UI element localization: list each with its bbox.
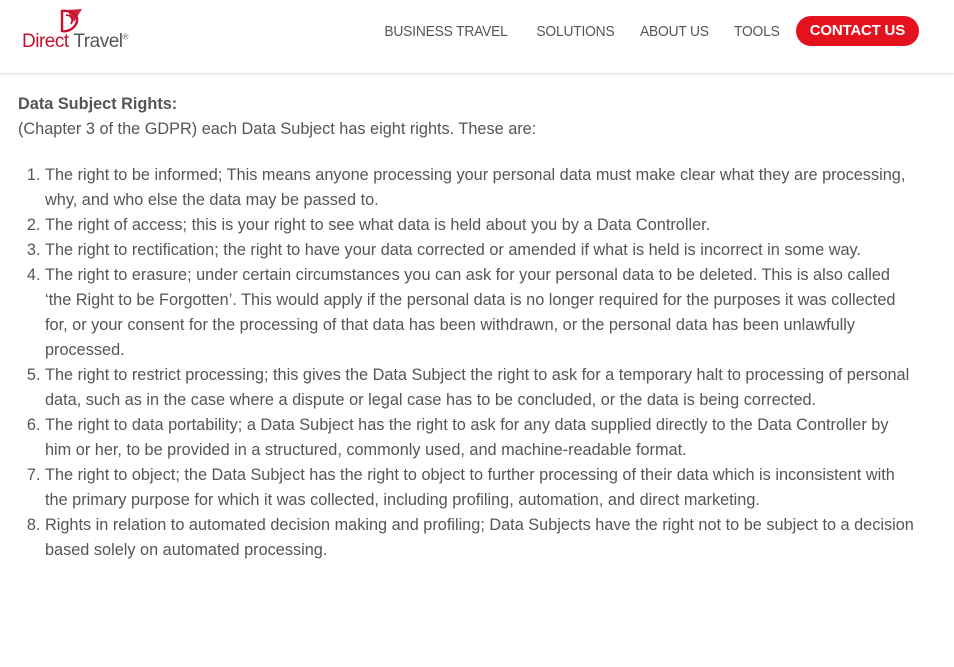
list-item: 6. The right to data portability; a Data Subject has the right to ask for any data supplied directly to the Data Controller by him or her, to be provided in a structured, commonly used, and machine-readable format. — [45, 413, 918, 463]
main-nav — [359, 16, 920, 46]
direct-travel-logo[interactable] — [22, 8, 152, 58]
section-title: Data Subject Rights: — [18, 95, 178, 113]
list-item: 1. The right to be informed; This means anyone processing your personal data must make clear what they are processing, why, and who else the data may be passed to. — [45, 163, 918, 213]
logo-brand-part1: Direct — [22, 31, 69, 52]
nav-tools[interactable]: TOOLS — [734, 22, 780, 40]
nav-solutions[interactable]: SOLUTIONS — [535, 22, 614, 40]
contact-us-button[interactable]: CONTACT US — [796, 16, 919, 46]
site-header — [0, 0, 954, 74]
list-item: 5. The right to restrict processing; this gives the Data Subject the right to ask for a temporary halt to processing of personal data, such as in the case where a dispute or legal case has to be concluded, or the data is being corrected. — [45, 363, 918, 413]
list-item: 4. The right to erasure; under certain circumstances you can ask for your personal data to be deleted. This is also called ‘the Right to be Forgotten’. This would apply if the personal data is no longer required for the purposes it was collected for, or your consent for the processing of that data has been withdrawn, or the personal data has been unlawfully processed. — [45, 263, 918, 363]
nav-about-us[interactable]: ABOUT US — [640, 22, 710, 40]
rights-list — [18, 163, 918, 563]
logo-trademark: ® — [122, 32, 128, 42]
logo-brand-part2: Travel — [73, 31, 123, 52]
logo-wordmark — [22, 31, 128, 53]
nav-business-travel[interactable]: BUSINESS TRAVEL — [383, 22, 508, 40]
main-content — [18, 92, 918, 563]
list-item: 8. Rights in relation to automated decision making and profiling; Data Subjects have the right not to be subject to a decision based solely on automated processing. — [45, 513, 918, 563]
list-item: 2. The right of access; this is your right to see what data is held about you by a Data Controller. — [45, 213, 918, 238]
list-item: 7. The right to object; the Data Subject has the right to object to further processing of their data which is inconsistent with the primary purpose for which it was collected, including profiling, automation, and direct marketing. — [45, 463, 918, 513]
list-item: 3. The right to rectification; the right to have your data corrected or amended if what is held is incorrect in some way. — [45, 238, 918, 263]
section-intro: (Chapter 3 of the GDPR) each Data Subject has eight rights. These are: — [18, 120, 537, 138]
